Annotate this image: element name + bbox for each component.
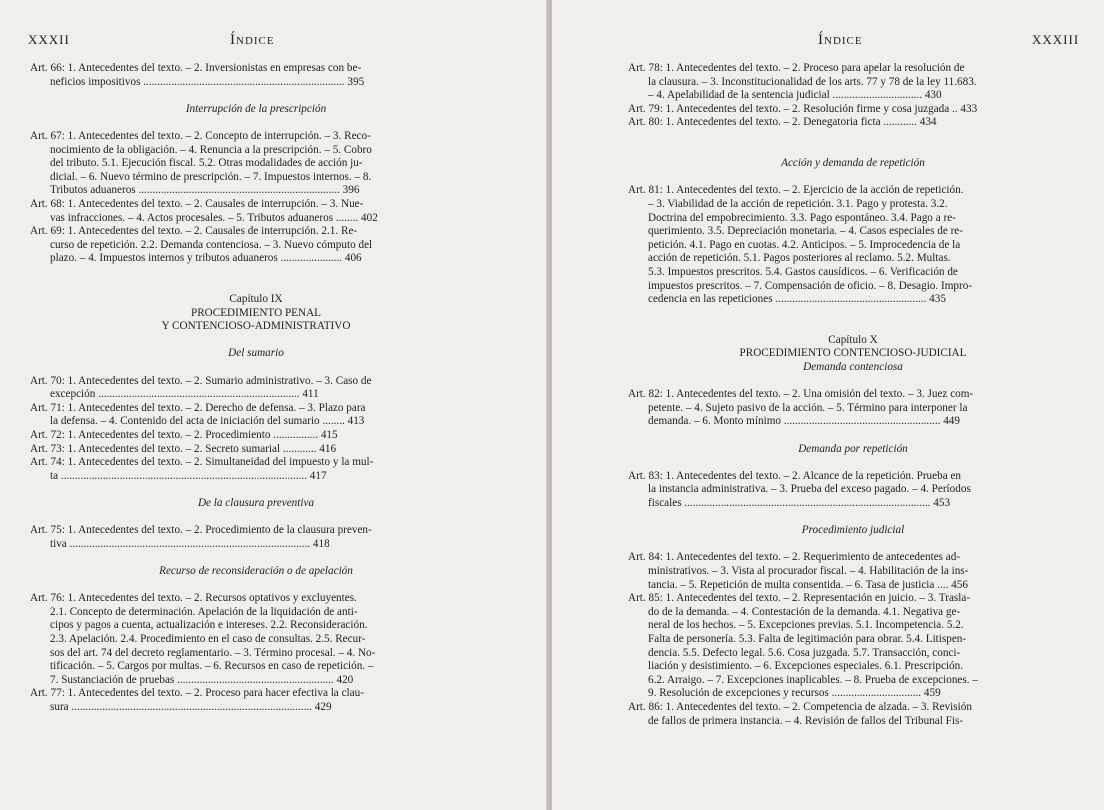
toc-entry-continuation: Doctrina del empobrecimiento. 3.3. Pago espontáneo. 3.4. Pago a re-	[648, 211, 956, 224]
toc-entry: Art. 67: 1. Antecedentes del texto. – 2. Concepto de interrupción. – 3. Reco-	[30, 129, 371, 142]
toc-entry-continuation: tificación. – 5. Cargos por multas. – 6. Recursos en caso de repetición. –	[50, 660, 374, 673]
blank-line	[628, 375, 1078, 389]
toc-entry-continuation: sura ...................................................................................... 429	[50, 700, 332, 713]
toc-entry-continuation: 9. Resolución de excepciones y recursos ................................ 459	[648, 687, 941, 700]
toc-entry-continuation: nocimiento de la obligación. – 4. Renuncia a la prescripción. – 5. Cobro	[50, 143, 372, 156]
blank-line	[628, 144, 1078, 158]
toc-entry-continuation: do de la demanda. – 4. Contestación de la demanda. 4.1. Negativa ge-	[648, 605, 961, 618]
toc-entry: Art. 69: 1. Antecedentes del texto. – 2. Causales de interrupción. 2.1. Re-	[30, 225, 358, 238]
toc-entry-continuation: Tributos aduaneros ........................................................................ 396	[50, 184, 360, 197]
toc-entry-continuation: cipos y pagos a cuenta, actualización e intereses. 2.2. Reconsideración.	[50, 619, 368, 632]
section-heading: Demanda contenciosa	[803, 361, 903, 374]
toc-entry: Art. 71: 1. Antecedentes del texto. – 2. Derecho de defensa. – 3. Plazo para	[30, 401, 366, 414]
toc-entry: Art. 70: 1. Antecedentes del texto. – 2. Sumario administrativo. – 3. Caso de	[30, 374, 372, 387]
toc-entry: Art. 66: 1. Antecedentes del texto. – 2. Inversionistas en empresas con be-	[30, 62, 362, 74]
blank-line	[628, 538, 1078, 552]
right-toc-lines	[628, 62, 1078, 728]
toc-entry-continuation: vas infracciones. – 4. Actos procesales. – 5. Tributos aduaneros ........ 402	[50, 211, 378, 224]
blank-line	[30, 579, 482, 593]
toc-entry-continuation: excepción ........................................................................ 411	[50, 388, 319, 401]
toc-entry-continuation: demanda. – 6. Monto mínimo ........................................................ 449	[648, 415, 960, 428]
toc-entry: Art. 72: 1. Antecedentes del texto. – 2. Procedimiento ................ 415	[30, 429, 338, 442]
toc-entry: Art. 81: 1. Antecedentes del texto. – 2. Ejercicio de la acción de repetición.	[628, 184, 964, 197]
toc-entry: Art. 79: 1. Antecedentes del texto. – 2. Resolución firme y cosa juzgada .. 433	[628, 102, 978, 115]
blank-line	[628, 320, 1078, 334]
right-page	[552, 0, 1104, 810]
blank-line	[628, 429, 1078, 443]
blank-line	[628, 171, 1078, 185]
toc-entry-continuation: cedencia en las repeticiones ...................................................... 435	[648, 293, 946, 306]
section-heading: Procedimiento judicial	[801, 524, 905, 537]
toc-entry: Art. 76: 1. Antecedentes del texto. – 2. Recursos optativos y excluyentes.	[30, 592, 357, 605]
toc-entry: Art. 73: 1. Antecedentes del texto. – 2. Secreto sumarial ............ 416	[30, 442, 337, 455]
toc-entry-continuation: la clausura. – 3. Inconstitucionalidad de los arts. 77 y 78 de la ley 11.683.	[648, 75, 977, 88]
chapter-heading: Capítulo X	[828, 333, 878, 346]
toc-entry: Art. 84: 1. Antecedentes del texto. – 2. Requerimiento de antecedentes ad-	[628, 551, 961, 564]
section-heading: Demanda por repetición	[798, 442, 908, 455]
toc-entry: Art. 74: 1. Antecedentes del texto. – 2. Simultaneidad del impuesto y la mul-	[30, 456, 374, 469]
toc-entry-continuation: sos del art. 74 del decreto reglamentario. – 3. Término procesal. – 4. No-	[50, 646, 376, 659]
blank-line	[30, 266, 482, 280]
toc-entry-continuation: la instancia administrativa. – 3. Prueba del exceso pagado. – 4. Períodos	[648, 483, 971, 496]
blank-line	[30, 89, 482, 103]
toc-entry-continuation: la defensa. – 4. Contenido del acta de iniciación del sumario ........ 413	[50, 415, 365, 428]
toc-entry-continuation: 6.2. Arraigo. – 7. Excepciones inaplicables. – 8. Prueba de excepciones. –	[648, 673, 978, 686]
section-heading: Acción y demanda de repetición	[781, 157, 925, 170]
toc-entry-continuation: 7. Sustanciación de pruebas ........................................................ 420	[50, 673, 354, 686]
toc-entry-continuation: petente. – 4. Sujeto pasivo de la acción. – 5. Término para interponer la	[648, 401, 968, 414]
toc-entry: Art. 80: 1. Antecedentes del texto. – 2. Denegatoria ficta ............ 434	[628, 116, 937, 129]
toc-entry: Art. 86: 1. Antecedentes del texto. – 2. Competencia de alzada. – 3. Revisión	[628, 700, 972, 713]
toc-entry-continuation: fiscales ........................................................................................ 453	[648, 497, 951, 509]
toc-entry-continuation: dencia. 5.5. Defecto legal. 5.6. Cosa juzgada. 5.7. Transacción, conci-	[648, 646, 961, 659]
toc-entry-continuation: dicial. – 6. Nuevo término de prescripción. – 7. Impuestos internos. – 8.	[50, 170, 372, 183]
left-page	[0, 0, 548, 810]
section-heading: De la clausura preventiva	[197, 497, 315, 509]
toc-entry-continuation: impuestos prescritos. – 7. Compensación de oficio. – 8. Desagio. Impro-	[648, 279, 973, 292]
toc-entry-continuation: ta ........................................................................................ 417	[50, 469, 327, 482]
right-running-header: Índice	[818, 32, 863, 48]
blank-line	[628, 130, 1078, 144]
chapter-heading: PROCEDIMIENTO PENAL	[190, 306, 321, 319]
chapter-heading: Capítulo IX	[229, 293, 283, 306]
left-running-header: Índice	[230, 32, 275, 48]
toc-entry-continuation: 2.1. Concepto de determinación. Apelación de la liquidación de anti-	[50, 605, 358, 618]
toc-entry: Art. 78: 1. Antecedentes del texto. – 2. Proceso para apelar la resolución de	[628, 62, 965, 74]
toc-entry-continuation: 5.3. Impuestos prescritos. 5.4. Gastos causídicos. – 6. Verificación de	[648, 265, 958, 278]
toc-entry: Art. 77: 1. Antecedentes del texto. – 2. Proceso para hacer efectiva la clau-	[30, 687, 364, 700]
blank-line	[30, 280, 482, 294]
section-heading: Recurso de reconsideración o de apelación	[159, 564, 353, 577]
toc-entry-continuation: acción de repetición. 5.1. Pagos posteriores al reclamo. 5.2. Multas.	[648, 252, 951, 265]
left-toc-lines	[30, 62, 482, 715]
blank-line	[30, 511, 482, 525]
toc-entry-continuation: ministrativos. – 3. Vista al procurador fiscal. – 4. Habilitación de la ins-	[648, 564, 969, 577]
toc-entry: Art. 82: 1. Antecedentes del texto. – 2. Una omisión del texto. – 3. Juez com-	[628, 388, 974, 401]
blank-line	[30, 334, 482, 348]
blank-line	[628, 456, 1078, 470]
right-page-number: XXXIII	[1032, 32, 1080, 47]
toc-entry-continuation: neficios impositivos ........................................................................ 395	[50, 75, 365, 88]
toc-entry-continuation: 2.3. Apelación. 2.4. Procedimiento en el caso de consultas. 2.5. Recur-	[50, 632, 366, 645]
toc-entry-continuation: – 3. Viabilidad de la acción de repetición. 3.1. Pago y protesta. 3.2.	[648, 197, 948, 210]
toc-entry-continuation: petición. 4.1. Pago en cuotas. 4.2. Anticipos. – 5. Improcedencia de la	[648, 238, 961, 251]
toc-entry-continuation: de fallos de primera instancia. – 4. Revisión de fallos del Tribunal Fis-	[648, 714, 964, 727]
toc-entry-continuation: curso de repetición. 2.2. Demanda contenciosa. – 3. Nuevo cómputo del	[50, 238, 373, 251]
chapter-heading: Y CONTENCIOSO-ADMINISTRATIVO	[161, 320, 351, 333]
toc-entry-continuation: tiva ...................................................................................... 418	[50, 537, 330, 550]
left-page-number: XXXII	[28, 32, 70, 47]
toc-entry-continuation: neral de los hechos. – 5. Excepciones previas. 5.1. Incompetencia. 5.2.	[648, 619, 964, 632]
toc-entry: Art. 68: 1. Antecedentes del texto. – 2. Causales de interrupción. – 3. Nue-	[30, 197, 364, 210]
toc-entry-continuation: liación y desistimiento. – 6. Excepciones especiales. 6.1. Prescripción.	[648, 660, 964, 673]
toc-entry: Art. 75: 1. Antecedentes del texto. – 2. Procedimiento de la clausura preven-	[30, 524, 372, 537]
blank-line	[628, 307, 1078, 321]
blank-line	[628, 511, 1078, 525]
blank-line	[30, 116, 482, 130]
blank-line	[30, 483, 482, 497]
toc-entry-continuation: del tributo. 5.1. Ejecución fiscal. 5.2. Otras modalidades de acción ju-	[50, 157, 363, 170]
blank-line	[30, 361, 482, 375]
toc-entry: Art. 83: 1. Antecedentes del texto. – 2. Alcance de la repetición. Prueba en	[628, 469, 962, 482]
section-heading: Del sumario	[228, 347, 284, 360]
toc-entry-continuation: – 4. Apelabilidad de la sentencia judicial ................................ 430	[648, 89, 942, 102]
toc-entry-continuation: querimiento. 3.5. Depreciación monetaria. – 4. Casos especiales de re-	[648, 225, 963, 238]
toc-entry-continuation: plazo. – 4. Impuestos internos y tributos aduaneros ...................... 406	[50, 252, 362, 265]
chapter-heading: PROCEDIMIENTO CONTENCIOSO-JUDICIAL	[739, 347, 967, 360]
toc-entry-continuation: Falta de personería. 5.3. Falta de legitimación para obrar. 5.4. Litispen-	[648, 632, 967, 645]
section-heading: Interrupción de la prescripción	[185, 102, 327, 115]
toc-entry-continuation: tancia. – 5. Repetición de multa consentida. – 6. Tasa de justicia .... 456	[648, 578, 968, 591]
blank-line	[30, 551, 482, 565]
toc-entry: Art. 85: 1. Antecedentes del texto. – 2. Representación en juicio. – 3. Trasla-	[628, 592, 971, 605]
